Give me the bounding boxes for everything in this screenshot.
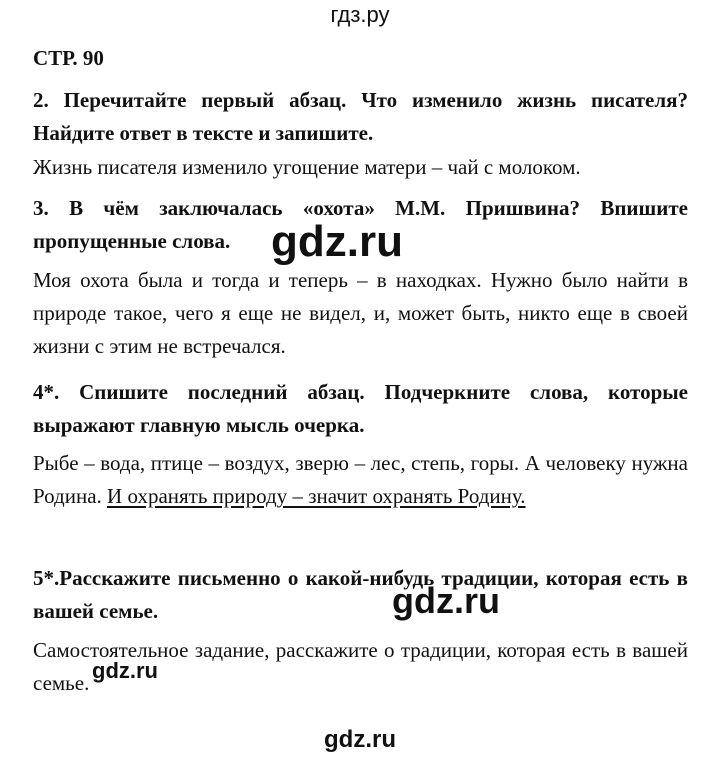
watermark-medium: gdz.ru bbox=[392, 580, 500, 621]
task-4-underlined-main-idea: И охранять природу – значит охранять Родину. bbox=[107, 484, 526, 508]
task-3-answer: Моя охота была и тогда и теперь – в находках. Нужно было найти в природе такое, чего я еще не видел, и, может быть, никто еще в своей жизни с этим не встречался. bbox=[33, 268, 688, 358]
task-3-question: 3. В чём заключалась «охота» М.М. Пришвина? Впишите пропущенные слова. bbox=[33, 196, 688, 253]
task-5-answer: Самостоятельное задание, расскажите о традиции, которая есть в вашей семье. bbox=[33, 638, 688, 695]
task-5-question: 5*.Расскажите письменно о какой-нибудь традиции, которая есть в вашей семье. bbox=[33, 566, 688, 623]
watermark-bottom: gdz.ru bbox=[324, 726, 396, 753]
watermark-small: gdz.ru bbox=[92, 658, 158, 683]
task-4-answer bbox=[33, 447, 688, 513]
task-2-answer: Жизнь писателя изменило угощение матери – чай с молоком. bbox=[33, 155, 581, 179]
watermark-large: gdz.ru bbox=[271, 217, 403, 266]
task-4-question: 4*. Спишите последний абзац. Подчеркните слова, которые выражают главную мысль очерка. bbox=[33, 380, 688, 437]
site-header: гдз.ру bbox=[330, 2, 390, 27]
task-4-answer-text: Рыбе – вода, птице – воздух, зверю – лес, степь, горы. А человеку нужна Родина. bbox=[33, 451, 688, 508]
page-number: СТР. 90 bbox=[33, 46, 104, 70]
task-2-question: 2. Перечитайте первый абзац. Что изменило жизнь писателя? Найдите ответ в тексте и запишите. bbox=[33, 88, 688, 145]
